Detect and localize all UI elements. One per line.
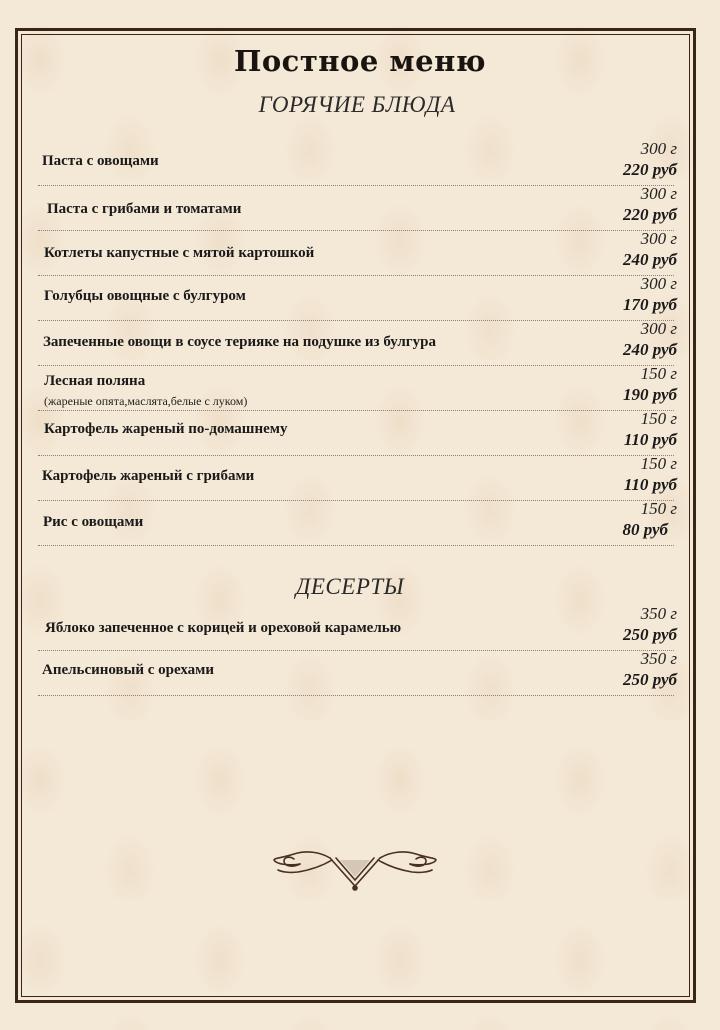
item-price: 80 руб — [622, 520, 668, 539]
item-price: 190 руб — [622, 385, 677, 404]
item-price: 170 руб — [622, 295, 677, 314]
section-heading-hot-dishes: ГОРЯЧИЕ БЛЮДА — [258, 92, 456, 117]
item-price: 250 руб — [622, 625, 677, 644]
item-price: 240 руб — [622, 340, 677, 359]
item-price: 220 руб — [622, 205, 677, 224]
item-weight: 300 г — [640, 139, 677, 158]
menu-item — [38, 184, 677, 231]
menu-title: Постное меню — [233, 44, 487, 78]
menu-item — [38, 409, 677, 456]
item-price: 250 руб — [622, 670, 677, 689]
item-name: Лесная поляна — [44, 373, 146, 389]
item-name: Яблоко запеченное с корицей и ореховой карамелью — [45, 620, 402, 636]
item-name: Котлеты капустные с мятой картошкой — [44, 245, 315, 261]
item-weight: 300 г — [640, 274, 677, 293]
item-name: Рис с овощами — [43, 514, 144, 530]
item-weight: 300 г — [640, 184, 677, 203]
section-heading-desserts: ДЕСЕРТЫ — [295, 574, 405, 599]
menu-item — [38, 274, 677, 321]
item-price: 110 руб — [623, 475, 677, 494]
menu-item — [38, 364, 677, 411]
item-name: Картофель жареный по-домашнему — [44, 421, 288, 437]
item-name: Картофель жареный с грибами — [42, 468, 255, 484]
item-name: Запеченные овощи в соусе терияке на подушке из булгура — [43, 334, 436, 350]
item-price: 110 руб — [623, 430, 677, 449]
menu-item — [38, 499, 677, 546]
item-weight: 150 г — [640, 364, 677, 383]
menu-item — [38, 139, 677, 186]
item-name: Паста с грибами и томатами — [47, 201, 242, 217]
item-description: (жареные опята,маслята,белые с луком) — [44, 394, 248, 408]
item-weight: 300 г — [640, 229, 677, 248]
item-weight: 150 г — [640, 499, 677, 518]
item-name: Голубцы овощные с булгуром — [44, 288, 246, 304]
item-name: Апельсиновый с орехами — [42, 662, 215, 678]
item-name: Паста с овощами — [42, 153, 159, 169]
flourish-divider-icon — [270, 846, 440, 898]
menu-item — [38, 604, 677, 651]
item-weight: 350 г — [640, 604, 677, 623]
menu-item — [38, 319, 677, 366]
menu-item — [38, 649, 677, 696]
item-price: 240 руб — [622, 250, 677, 269]
item-weight: 150 г — [640, 454, 677, 473]
item-weight: 350 г — [640, 649, 677, 668]
item-weight: 300 г — [640, 319, 677, 338]
menu-item — [38, 229, 677, 276]
item-price: 220 руб — [622, 160, 677, 179]
item-weight: 150 г — [640, 409, 677, 428]
menu-item — [38, 454, 677, 501]
